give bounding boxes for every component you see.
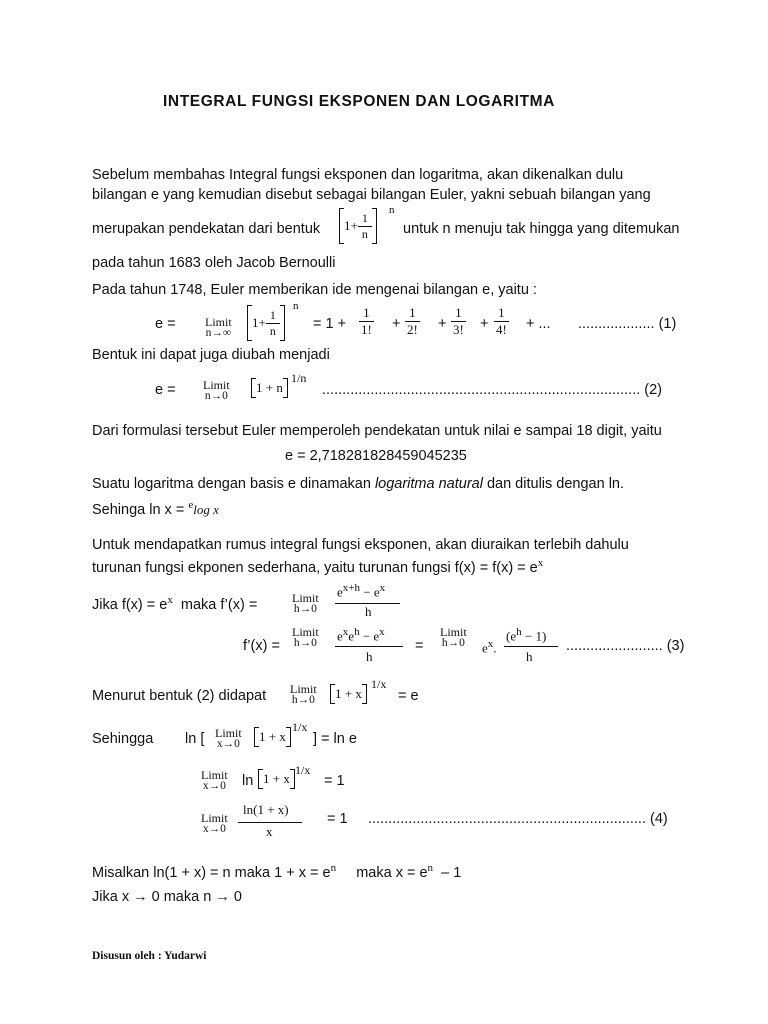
sehingga-rhs: ] = ln e — [313, 731, 357, 747]
eq3b-numerator: $e^xe^h - e^x$ — [337, 626, 385, 644]
misalkan-line: Misalkan ln(1 + x) = n maka $1 + x = e^n$ maka $x = e^n - 1$ — [92, 862, 462, 881]
eq3a-numerator: $e^{x+h} - e^x$ — [337, 582, 386, 600]
eq3a-text: Jika $f(x) = e^x$ maka f’(x) = — [92, 594, 258, 613]
jika-line: Jika x → 0 maka n → 0 — [92, 889, 242, 905]
paragraph-line: pada tahun 1683 oleh Jacob Bernoulli — [92, 255, 336, 271]
paragraph-line: Dari formulasi tersebut Euler memperoleh pendekatan untuk nilai e sampai 18 digit, yaitu — [92, 423, 662, 439]
limit-operator: Limit h→0 — [290, 682, 317, 706]
equation-label-2: ............................................................................... (2) — [322, 382, 663, 398]
plus-sign: + — [392, 316, 401, 332]
ln1-rhs: = 1 — [324, 773, 345, 789]
fraction-line — [504, 646, 558, 647]
limit-operator: Limit h→0 — [440, 625, 467, 649]
fraction-4: $\frac{1}{4!}$ — [496, 305, 507, 337]
paragraph-line: Suatu logaritma dengan basis e dinamakan logaritma natural dan ditulis dengan ln. — [92, 476, 625, 492]
exponent: 1/n — [291, 371, 307, 385]
limit-operator: Limit h→0 — [292, 591, 319, 615]
eq1-bracket: 1+ $\frac{1}{n}$ — [247, 305, 285, 341]
paragraph-line: turunan fungsi ekponen sederhana, yaitu turunan fungsi $f(x) = f(x) = e^x$ — [92, 557, 544, 576]
paragraph-line: Sehinga ln x = $^e$log x — [92, 499, 219, 518]
bentuk2-bracket: 1 + x — [330, 684, 367, 704]
paragraph-line: merupakan pendekatan dari bentuk — [92, 221, 321, 237]
limit-operator: Limit x→0 — [215, 726, 242, 750]
paragraph-line: bilangan e yang kemudian disebut sebagai bilangan Euler, yakni sebuah bilangan yang — [92, 187, 651, 203]
eq3b-factor: $e^x$. — [482, 638, 497, 656]
bracket-group — [339, 208, 377, 244]
fraction: $\frac{1}{n}$ — [358, 211, 372, 241]
exponent: 1/x — [295, 763, 311, 777]
bentuk2-rhs: = e — [398, 688, 419, 704]
paragraph-line: Bentuk ini dapat juga diubah menjadi — [92, 347, 330, 363]
limit-operator: Limit x→0 — [201, 768, 228, 792]
ellipsis: + ... — [526, 316, 551, 332]
sehingga-bracket: 1 + x — [254, 727, 291, 747]
eq4-rhs: = 1 — [327, 811, 348, 827]
footer-author: Disusun oleh : Yudarwi — [92, 950, 207, 962]
equals-sign: = — [415, 638, 424, 654]
equation-label-3: ........................ (3) — [566, 638, 685, 654]
e-value: e = 2,718281828459045235 — [285, 448, 467, 464]
exponent-n: n — [389, 204, 395, 216]
eq1-equals: = 1 + — [313, 316, 347, 332]
bernoulli-expression — [339, 208, 377, 244]
exponent: 1/x — [371, 677, 387, 691]
fraction-line — [238, 822, 302, 823]
eq3a-denominator: h — [365, 604, 372, 619]
limit-operator: Limit x→0 — [201, 811, 228, 835]
sehingga-ln: ln [ — [185, 731, 205, 747]
eq2-bracket: 1 + n — [251, 378, 288, 398]
exponent-n: n — [293, 300, 299, 312]
eq3b-denominator-2: h — [526, 649, 533, 664]
equation-label-4: ..................................................................... (4) — [368, 811, 668, 827]
ln1-bracket: 1 + x — [258, 769, 295, 789]
one-plus: 1+ — [344, 217, 358, 233]
bentuk2-text: Menurut bentuk (2) didapat — [92, 688, 267, 704]
fraction-line — [335, 646, 403, 647]
limit-operator: Limit n→∞ — [205, 315, 232, 339]
paragraph-line: Sebelum membahas Integral fungsi eksponen dan logaritma, akan dikenalkan dulu — [92, 167, 624, 183]
eq3b-lhs: f’(x) = — [243, 638, 280, 654]
fraction-2: $\frac{1}{2!}$ — [407, 305, 418, 337]
eq3b-denominator: h — [366, 649, 373, 664]
plus-sign: + — [480, 316, 489, 332]
eq2-lhs: e = — [155, 382, 176, 398]
fraction-3: $\frac{1}{3!}$ — [453, 305, 464, 337]
ln-text: ln — [242, 773, 254, 789]
sehingga-text: Sehingga — [92, 731, 154, 747]
eq1-lhs: e = — [155, 316, 176, 332]
exponent: 1/x — [292, 720, 308, 734]
eq4-denominator: x — [266, 824, 273, 839]
paragraph-line: untuk n menuju tak hingga yang ditemukan — [403, 221, 680, 237]
paragraph-line: Untuk mendapatkan rumus integral fungsi eksponen, akan diuraikan terlebih dahulu — [92, 537, 629, 553]
page-title: INTEGRAL FUNGSI EKSPONEN DAN LOGARITMA — [163, 93, 555, 110]
limit-operator: Limit n→0 — [203, 378, 230, 402]
fraction-1: $\frac{1}{1!}$ — [361, 305, 372, 337]
plus-sign: + — [438, 316, 447, 332]
paragraph-line: Pada tahun 1748, Euler memberikan ide mengenai bilangan e, yaitu : — [92, 282, 537, 298]
eq4-numerator: ln(1 + x) — [243, 802, 289, 817]
equation-label-1: ................... (1) — [578, 316, 677, 332]
limit-operator: Limit h→0 — [292, 625, 319, 649]
eq3b-numerator-2: $(e^h - 1)$ — [506, 626, 547, 644]
